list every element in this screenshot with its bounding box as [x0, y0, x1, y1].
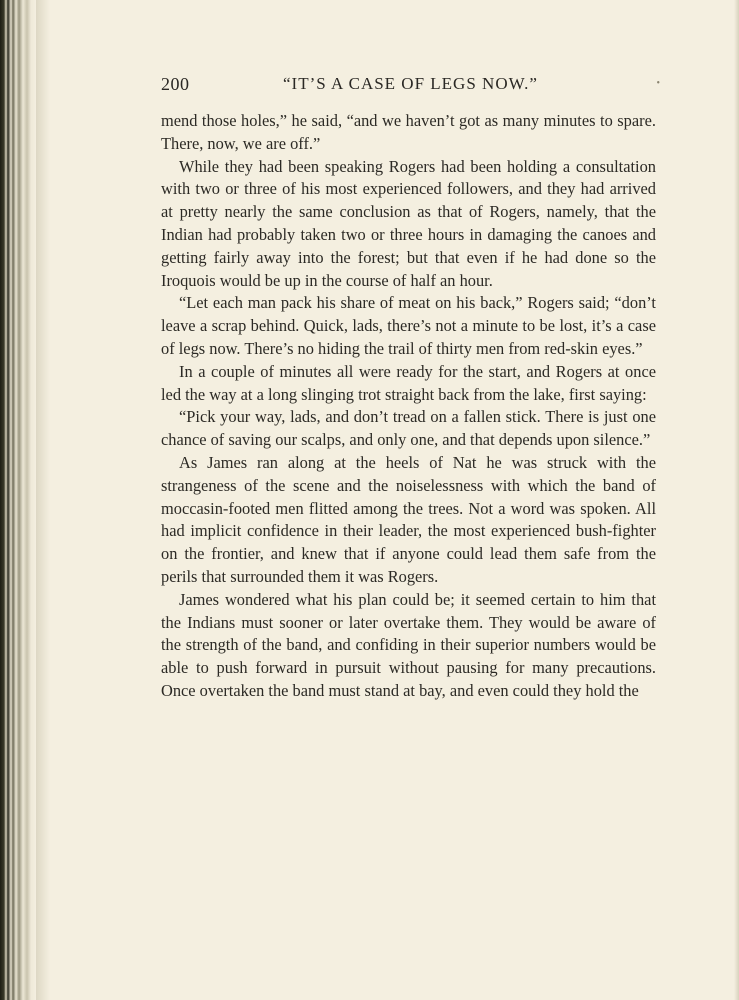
paragraph: mend those holes,” he said, “and we haven’t got as many minutes to spare. There, now, we are off.”: [161, 111, 656, 153]
paragraph: James wondered what his plan could be; it seemed certain to him that the Indians must sooner or later overtake them. They would be aware of the strength of the band, and confiding in their superior numbers would be able to push forward in pursuit without pausing for many precautions. Once overtaken the band must stand at bay, and even could they hold the: [161, 589, 656, 700]
paragraph: While they had been speaking Rogers had been holding a consultation with two or three of his most experienced followers, and they had arrived at pretty nearly the same conclusion as that of Rogers, namely, that the Indian had probably taken two or three hours in damaging the canoes and getting fairly away into the forest; but that even if he had done so the Iroquois would be up in the course of half an hour.: [161, 156, 656, 290]
running-title: “IT’S A CASE OF LEGS NOW.”: [283, 74, 538, 93]
page-number: 200: [161, 74, 190, 94]
paragraph: As James ran along at the heels of Nat he was struck with the strangeness of the scene and the noiselessness with which the band of moccasin-footed men flitted among the trees. Not a word was spoken. All had implicit confidence in their leader, the most experienced bush-fighter on the frontier, and knew that if anyone could lead them safe from the perils that surrounded them it was Rogers.: [161, 452, 656, 586]
paragraph: “Pick your way, lads, and don’t tread on a fallen stick. There is just one chance of saving our scalps, and only one, and that depends upon silence.”: [161, 407, 656, 450]
gutter-shadow: [36, 0, 50, 1000]
running-header: [161, 74, 660, 100]
book-binding-edge: [0, 0, 36, 1000]
print-mark: •: [656, 78, 660, 89]
paragraph: “Let each man pack his share of meat on his back,” Rogers said; “don’t leave a scrap behind. Quick, lads, there’s not a minute to be lost, it’s a case of legs now. There’s no hiding the trail of thirty men from red-skin eyes.”: [161, 293, 656, 358]
paragraph: In a couple of minutes all were ready for the start, and Rogers at once led the way at a long slinging trot straight back from the lake, first saying:: [161, 361, 656, 404]
page-edge: [734, 0, 739, 1000]
body-text: [161, 110, 656, 703]
